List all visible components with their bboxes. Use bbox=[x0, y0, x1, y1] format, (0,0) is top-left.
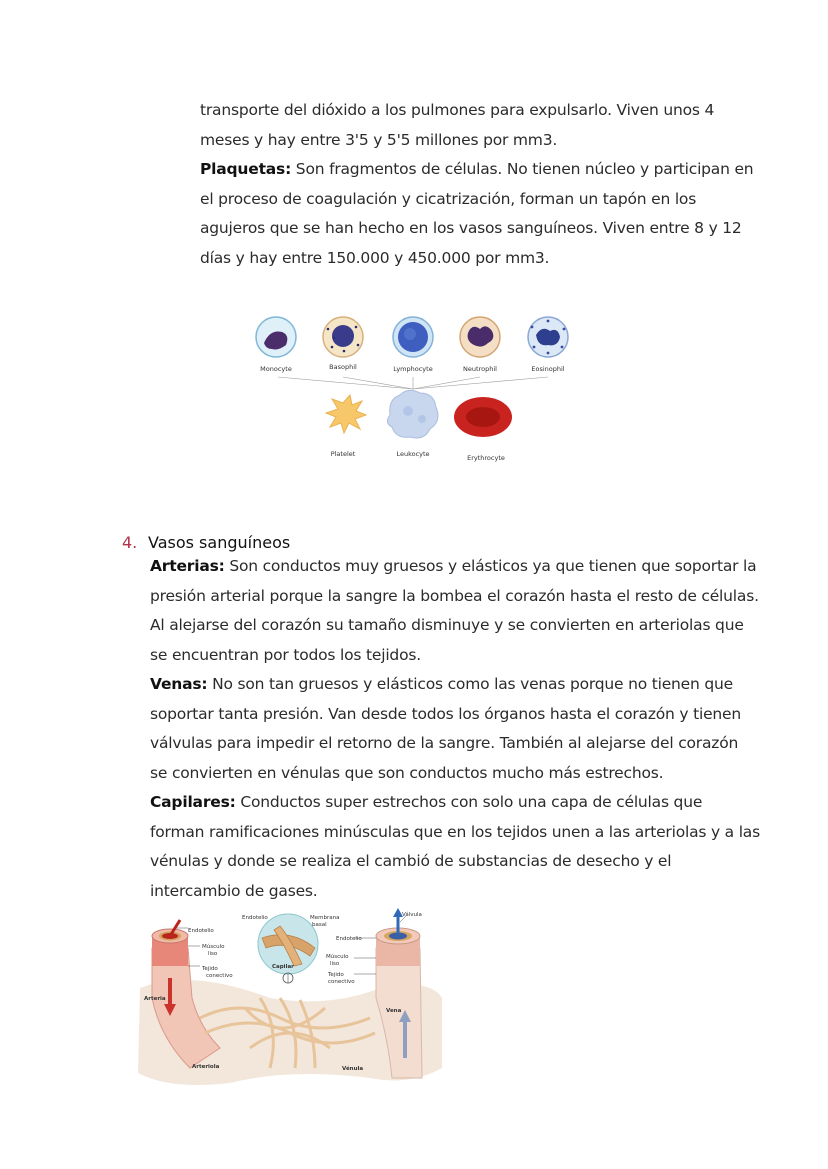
venas-label: Venas: bbox=[150, 675, 208, 693]
capilares-label: Capilares: bbox=[150, 793, 236, 811]
basophil-label: Basophil bbox=[329, 363, 357, 371]
lymphocyte-label: Lymphocyte bbox=[393, 365, 433, 373]
arteria-label: Arteria bbox=[144, 996, 166, 1002]
platelet-cell bbox=[326, 395, 366, 433]
section-title: Vasos sanguíneos bbox=[148, 533, 291, 552]
arterias-text: Son conductos muy gruesos y elásticos ya que tienen que soportar la presión arterial porque la sangre la bombea el corazón hasta el resto de células. Al alejarse del corazón su tamaño disminuye y se convierten en arteriolas que se encuentran por todos los tejidos. bbox=[150, 557, 759, 664]
section-number: 4. bbox=[122, 533, 138, 552]
tejido-right-label: Tejido bbox=[328, 972, 344, 978]
musculo-left-label: Músculo bbox=[202, 944, 225, 950]
valvula-label: Válvula bbox=[402, 912, 422, 918]
tejido-left-label: Tejido bbox=[202, 966, 218, 972]
endotelio-right-label: Endotelio bbox=[336, 936, 362, 942]
arterias-label: Arterias: bbox=[150, 557, 225, 575]
neutrophil-label: Neutrophil bbox=[463, 365, 497, 373]
basophil-cell bbox=[323, 317, 363, 357]
leukocyte-cell bbox=[387, 390, 438, 438]
erythrocyte-cell bbox=[454, 397, 512, 437]
monocyte-label: Monocyte bbox=[260, 365, 292, 373]
blood-cells-figure bbox=[248, 305, 578, 470]
liso-left-label: liso bbox=[208, 951, 218, 957]
eosinophil-label: Eosinophil bbox=[531, 365, 565, 373]
membrana-label: Membrana bbox=[310, 915, 340, 921]
plaquetas-text: Son fragmentos de células. No tienen núcleo y participan en el proceso de coagulación y cicatrización, forman un tapón en los agujeros que se han hecho en los vasos sanguíneos. Viven entre 8 y 12 días y hay entre 150.000 y 450.000 por mm3. bbox=[200, 160, 754, 267]
capillary-inset bbox=[258, 914, 318, 983]
blood-vessels-figure bbox=[130, 908, 448, 1090]
leukocyte-label: Leukocyte bbox=[396, 450, 430, 458]
plaquetas-label: Plaquetas: bbox=[200, 160, 292, 178]
lymphocyte-cell bbox=[393, 317, 433, 357]
vena-label: Vena bbox=[386, 1008, 402, 1014]
conectivo-right-label: conectivo bbox=[328, 979, 355, 985]
text-line: meses y hay entre 3'5 y 5'5 millones por mm3. bbox=[200, 130, 558, 149]
liso-right-label: liso bbox=[330, 961, 340, 967]
erythrocyte-label: Erythrocyte bbox=[467, 454, 505, 462]
conectivo-left-label: conectivo bbox=[206, 973, 233, 979]
text-line: transporte del dióxido a los pulmones para expulsarlo. Viven unos 4 bbox=[200, 101, 715, 119]
capilares-text: Conductos super estrechos con solo una capa de células que forman ramificaciones minúsculas que en los tejidos unen a las arteriolas y a las vénulas y donde se realiza el cambió de substancias de desecho y el intercambio de gases. bbox=[150, 793, 760, 900]
musculo-right-label: Músculo bbox=[326, 954, 349, 960]
paragraph-vasos bbox=[150, 552, 760, 906]
endotelio-center-label: Endotelio bbox=[242, 915, 268, 921]
neutrophil-cell bbox=[460, 317, 500, 357]
endotelio-left-label: Endotelio bbox=[188, 928, 214, 934]
monocyte-cell bbox=[256, 317, 296, 357]
paragraph-eritrocitos-plaquetas bbox=[200, 96, 760, 273]
basal-label: basal bbox=[312, 922, 327, 928]
capilar-label: Capilar bbox=[272, 964, 294, 970]
arteriola-label: Arteriola bbox=[192, 1064, 220, 1070]
eosinophil-cell bbox=[528, 317, 568, 357]
venas-text: No son tan gruesos y elásticos como las venas porque no tienen que soportar tanta presión. Van desde todos los órganos hasta el corazón y tienen válvulas para impedir el retorno de la sangre. También al alejarse del corazón se convierten en vénulas que son conductos mucho más estrechos. bbox=[150, 675, 742, 782]
venula-label: Vénula bbox=[342, 1066, 364, 1072]
platelet-label: Platelet bbox=[330, 450, 356, 458]
